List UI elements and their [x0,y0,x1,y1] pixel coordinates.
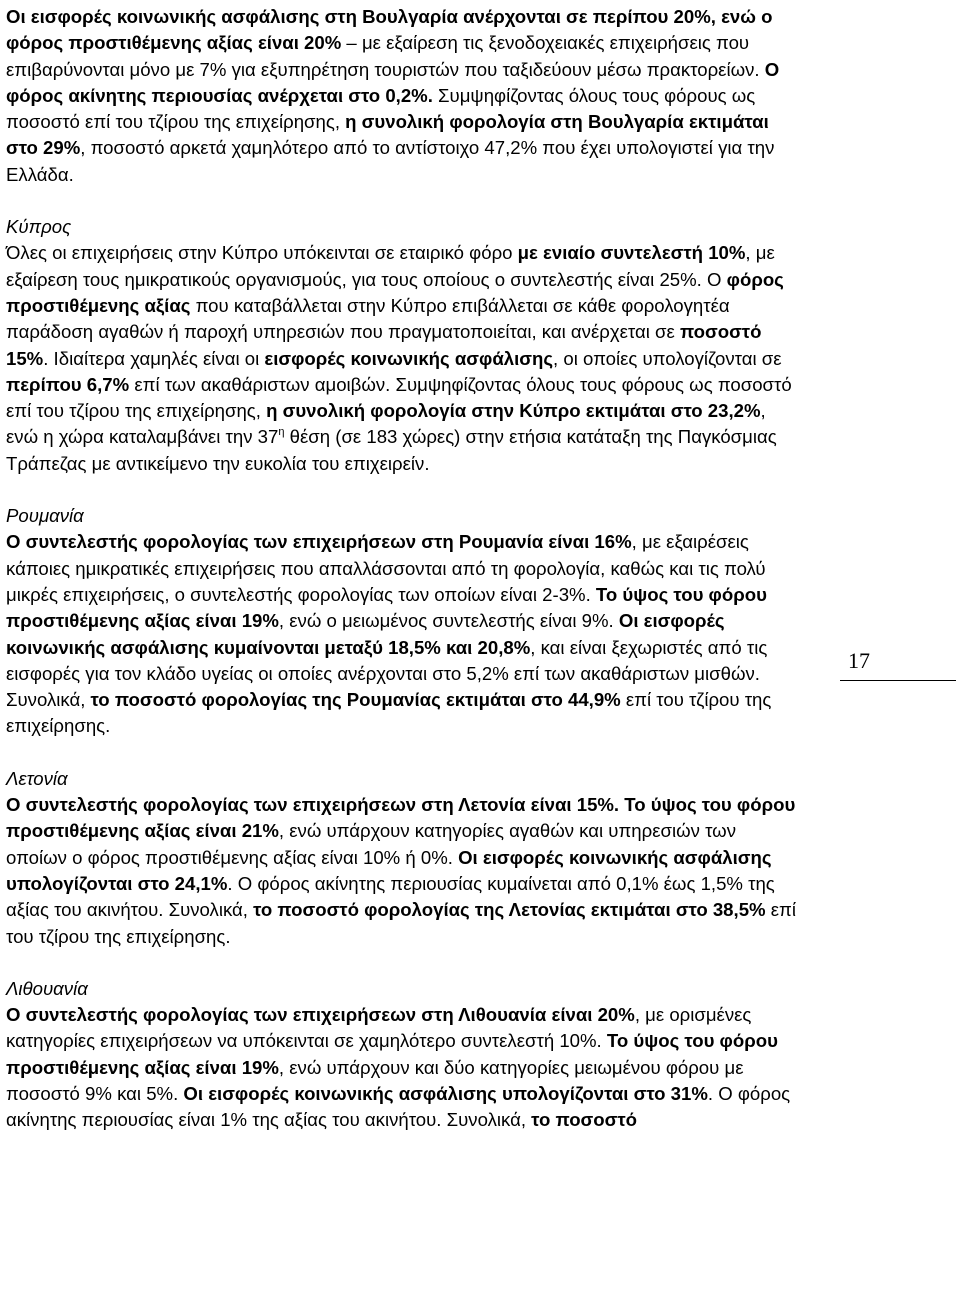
bold-text: το ποσοστό φορολογίας της Ρουμανίας εκτιμάται στο 44,9% [90,689,621,711]
body-text: , ενώ υπάρχουν κατηγορίες αγαθών και υπηρεσιών των οποίων ο φόρος προστιθέμενης αξίας είναι 10% ή 0%. [6,820,736,868]
bold-text: Οι εισφορές κοινωνικής ασφάλισης υπολογίζονται στο 31% [183,1082,708,1104]
bold-text: περίπου 6,7% [6,373,130,395]
body-text: . Ο φόρος ακίνητης περιουσίας κυμαίνεται από 0,1% έως 1,5% της αξίας του ακινήτου. Συνολικά, [6,872,775,921]
bold-text: Ο συντελεστής φορολογίας των επιχειρήσεων στη Ρουμανία είναι 16% [6,531,632,553]
body-text: , ενώ υπάρχουν και δύο κατηγορίες μειωμένου φόρου με ποσοστό 9% και 5%. [6,1056,744,1104]
body-text: επί του τζίρου της επιχείρησης. [6,899,796,947]
bold-text: Ο φόρος ακίνητης περιουσίας ανέρχεται στο 0,2%. [6,58,780,106]
body-text: επί του τζίρου της επιχείρησης. [6,689,772,737]
section-heading-romania: Ρουμανία [6,505,84,527]
body-text: Όλες οι επιχειρήσεις στην Κύπρο υπόκεινται σε εταιρικό φόρο [6,242,518,264]
paragraph-latvia [6,792,796,950]
bold-text: με ενιαίο συντελεστή 10% [517,242,746,264]
bold-text: Ο συντελεστής φορολογίας των επιχειρήσεων στη Λετονία είναι 15%. Το ύψος του φόρου προστιθέμενης αξίας είναι 21% [6,794,796,842]
body-text: Συμψηφίζοντας όλους τους φόρους ως ποσοστό επί του τζίρου της επιχείρησης, [6,84,756,133]
bold-text: εισφορές κοινωνικής ασφάλισης [264,347,554,369]
bold-text: Οι εισφορές κοινωνικής ασφάλισης υπολογίζονται στο 24,1% [6,846,772,894]
bold-text: Το ύψος του φόρου προστιθέμενης αξίας είναι 19% [6,583,767,632]
page-number [840,647,956,681]
superscript: η [278,426,285,439]
bold-text: ποσοστό 15% [6,321,762,369]
body-text: , ποσοστό αρκετά χαμηλότερο από το αντίστοιχο 47,2% που έχει υπολογιστεί για την Ελλάδα. [6,137,775,185]
body-text: επί των ακαθάριστων αμοιβών. Συμψηφίζοντας όλους τους φόρους ως ποσοστό επί του τζίρου της επιχείρησης, [6,373,792,422]
section-heading-lithuania: Λιθουανία [6,977,88,999]
bold-text: η συνολική φορολογία στη Βουλγαρία εκτιμάται στο 29% [6,111,769,159]
paragraph-cyprus [6,240,796,477]
bold-text: το ποσοστό [531,1109,638,1131]
body-text: που καταβάλλεται στην Κύπρο επιβάλλεται σε κάθε φορολογητέα παράδοση αγαθών ή παροχή υπηρεσιών που πραγματοποιείται, και ανέρχεται σε [6,294,730,343]
body-text: , ενώ ο μειωμένος συντελεστής είναι 9%. [278,610,619,632]
body-text: . Ο φόρος ακίνητης περιουσίας είναι 1% της αξίας του ακινήτου. Συνολικά, [6,1082,791,1131]
body-text: , και είναι ξεχωριστές από τις εισφορές για τον κλάδο υγείας οι οποίες ανέρχονται στο 5,2% επί των ακαθάριστων μισθών. Συνολικά, [6,636,768,711]
bold-text: φόρος προστιθέμενης αξίας [6,268,784,316]
bold-text: Οι εισφορές κοινωνικής ασφάλισης κυμαίνονται μεταξύ 18,5% και 20,8% [6,610,725,658]
body-text: , με εξαίρεση τους ημικρατικούς οργανισμούς, για τους οποίους ο συντελεστής είναι 25%. Ο [6,242,775,290]
body-text: , με εξαιρέσεις κάποιες ημικρατικές επιχειρήσεις που απαλλάσσονται από τη φορολογία, καθώς και τις πολύ μικρές επιχειρήσεις, ο συντελεστής φορολογίας των οποίων είναι 2-3%. [6,531,766,605]
bold-text: το ποσοστό φορολογίας της Λετονίας εκτιμάται στο 38,5% [253,899,766,921]
body-text: – με εξαίρεση τις ξενοδοχειακές επιχειρήσεις που επιβαρύνονται μόνο με 7% για εξυπηρέτηση τουριστών που ταξιδεύουν μέσω πρακτορείων. [6,32,765,80]
body-text: . Ιδιαίτερα χαμηλές είναι οι [43,347,265,369]
bold-text: Ο συντελεστής φορολογίας των επιχειρήσεων στη Λιθουανία είναι 20% [6,1004,635,1026]
paragraph-bulgaria [6,4,796,188]
paragraph-romania [6,529,796,739]
section-heading-latvia: Λετονία [6,767,68,789]
body-text: θέση (σε 183 χώρες) στην ετήσια κατάταξη της Παγκόσμιας Τράπεζας με αντικείμενο την ευκολία του επιχειρείν. [6,426,777,474]
page-number-text: 17 [848,648,870,673]
paragraph-lithuania [6,1002,796,1133]
bold-text: Οι εισφορές κοινωνικής ασφάλισης στη Βουλγαρία ανέρχονται σε περίπου 20%, ενώ ο φόρος προστιθέμενης αξίας είναι 20% [6,6,773,54]
document-page [6,4,796,1134]
bold-text: Το ύψος του φόρου προστιθέμενης αξίας είναι 19% [6,1030,778,1078]
body-text: , οι οποίες υπολογίζονται σε [553,347,782,369]
bold-text: η συνολική φορολογία στην Κύπρο εκτιμάται στο 23,2% [266,400,761,422]
body-text: , με ορισμένες κατηγορίες επιχειρήσεων να υπόκεινται σε χαμηλότερο συντελεστή 10%. [6,1004,752,1052]
section-heading-cyprus: Κύπρος [6,216,72,238]
body-text: , ενώ η χώρα καταλαμβάνει την 37 [6,400,766,448]
